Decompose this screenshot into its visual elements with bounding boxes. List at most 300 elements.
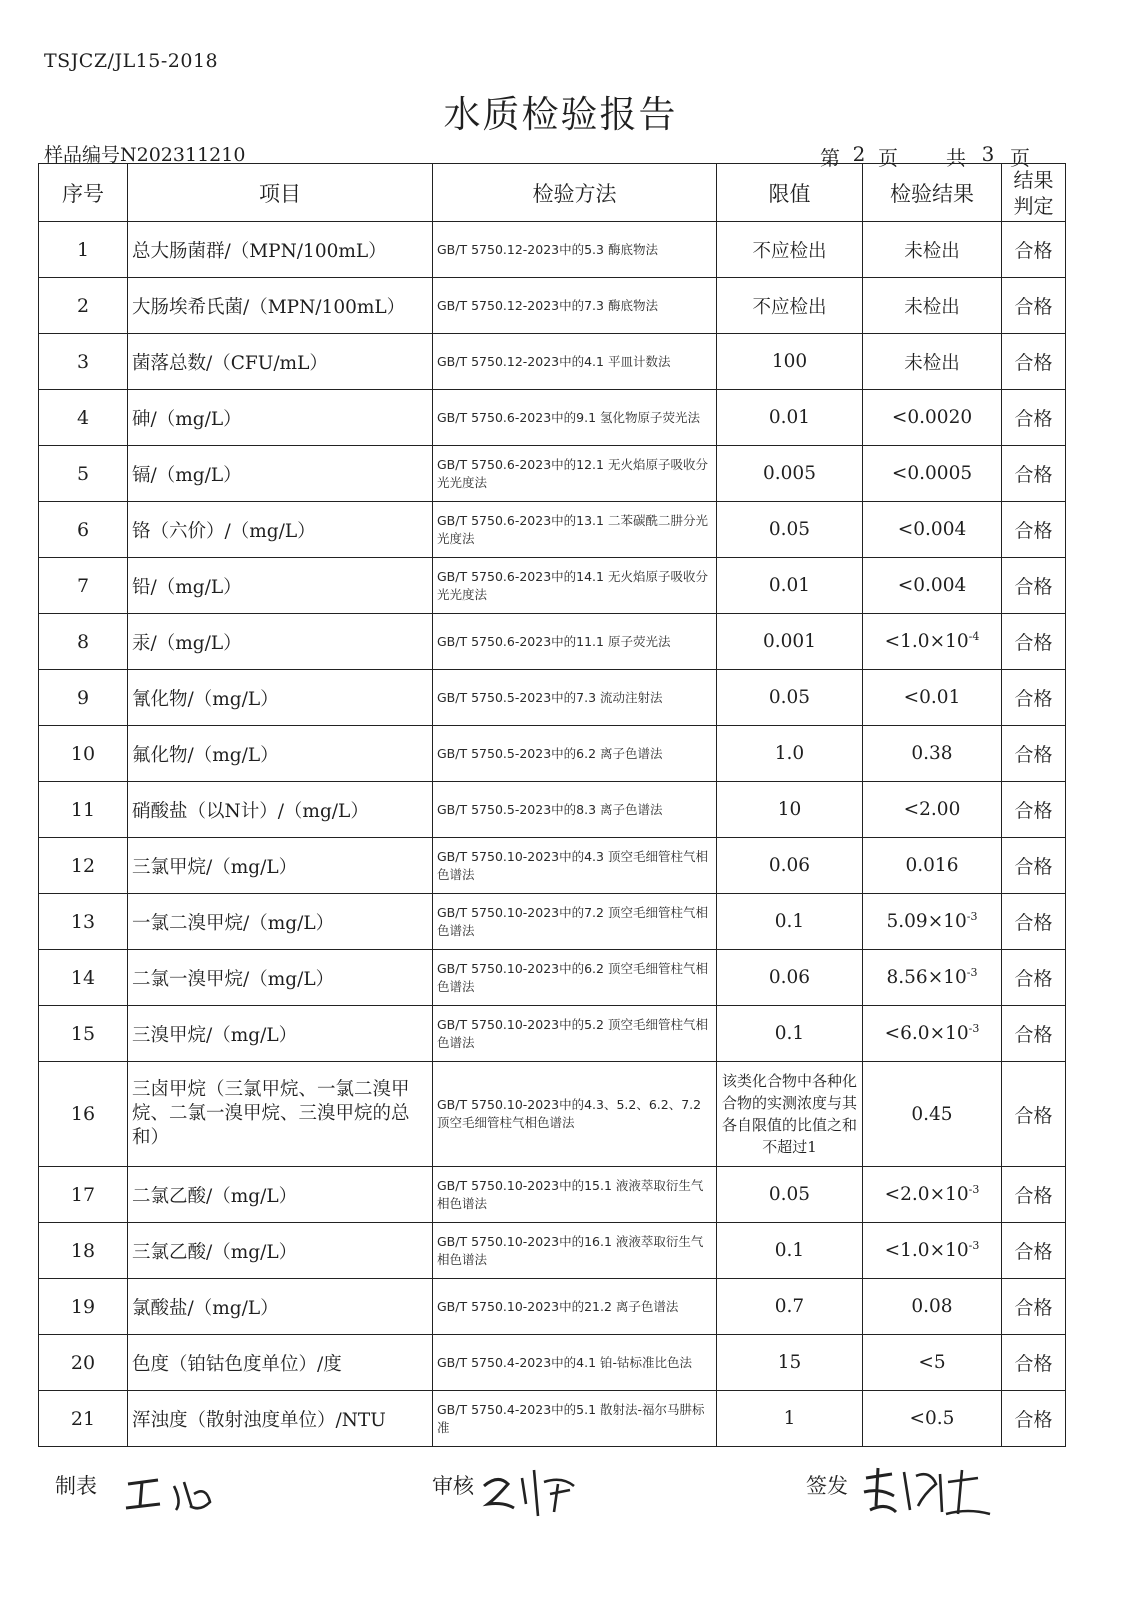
row-method <box>433 726 717 782</box>
row-method-text: GB/T 5750.5-2023中的7.3 流动注射法 <box>437 689 663 705</box>
row-result-text: <2.0×10 <box>884 1184 969 1206</box>
row-limit-text: 10 <box>777 799 802 820</box>
row-item <box>128 782 433 838</box>
row-item-text: 汞/（mg/L） <box>132 632 242 654</box>
row-limit <box>717 1167 863 1223</box>
row-item-text: 氰化物/（mg/L） <box>132 688 279 710</box>
row-limit-text: 0.01 <box>768 575 811 596</box>
row-limit-text: 0.05 <box>768 687 811 708</box>
row-item-text: 二氯乙酸/（mg/L） <box>132 1185 298 1207</box>
row-judge <box>1002 614 1066 670</box>
table-row <box>39 1062 1066 1167</box>
row-method-text: GB/T 5750.6-2023中的9.1 氢化物原子荧光法 <box>437 409 700 425</box>
row-item-text: 二氯一溴甲烷/（mg/L） <box>132 968 335 990</box>
page-current: 2 <box>852 142 866 166</box>
row-limit-text: 0.005 <box>763 463 816 484</box>
row-limit <box>717 838 863 894</box>
row-judge-text: 合格 <box>1014 352 1053 374</box>
row-result-text: 5.09×10 <box>886 911 967 933</box>
row-item <box>128 446 433 502</box>
row-item-text: 菌落总数/（CFU/mL） <box>132 352 328 374</box>
row-no <box>39 614 128 670</box>
row-limit-text: 1 <box>783 1408 796 1429</box>
row-no <box>39 334 128 390</box>
row-limit-text: 0.06 <box>768 855 811 876</box>
row-method <box>433 446 717 502</box>
row-no-text: 15 <box>70 1022 96 1045</box>
made-by-signature <box>120 1472 220 1518</box>
table-header-row <box>39 164 1066 222</box>
row-result-text: <0.01 <box>903 687 961 708</box>
row-method-text: GB/T 5750.12-2023中的4.1 平皿计数法 <box>437 353 671 369</box>
sample-number: 样品编号N202311210 <box>44 144 246 166</box>
header-judge: 结果判定 <box>1002 164 1066 222</box>
row-judge-text: 合格 <box>1014 1409 1053 1431</box>
row-judge <box>1002 334 1066 390</box>
row-result <box>863 278 1002 334</box>
row-method <box>433 1391 717 1447</box>
row-limit-text: 100 <box>771 351 808 372</box>
row-judge <box>1002 1391 1066 1447</box>
row-method-text: GB/T 5750.5-2023中的8.3 离子色谱法 <box>437 801 663 817</box>
report-title: 水质检验报告 <box>443 93 678 136</box>
row-limit <box>717 894 863 950</box>
table-row <box>39 950 1066 1006</box>
row-result-exponent: -4 <box>968 630 980 644</box>
row-judge <box>1002 390 1066 446</box>
row-no-text: 12 <box>70 854 96 877</box>
row-judge-text: 合格 <box>1014 800 1053 822</box>
row-method <box>433 1335 717 1391</box>
row-limit <box>717 1223 863 1279</box>
row-result <box>863 894 1002 950</box>
row-judge-text: 合格 <box>1014 968 1053 990</box>
row-item-text: 硝酸盐（以N计）/（mg/L） <box>132 800 369 822</box>
row-result-exponent: -3 <box>968 1239 980 1253</box>
row-no-text: 7 <box>76 574 90 597</box>
row-item-text: 三氯乙酸/（mg/L） <box>132 1241 298 1263</box>
row-item-text: 一氯二溴甲烷/（mg/L） <box>132 912 335 934</box>
row-method <box>433 222 717 278</box>
row-limit-text: 0.001 <box>763 631 816 652</box>
row-result-text: 未检出 <box>904 352 960 374</box>
row-limit <box>717 502 863 558</box>
table-row <box>39 222 1066 278</box>
row-no-text: 9 <box>76 686 90 709</box>
row-result <box>863 950 1002 1006</box>
row-judge-text: 合格 <box>1014 1241 1053 1263</box>
row-result-text: <1.0×10 <box>884 631 969 653</box>
row-judge <box>1002 950 1066 1006</box>
row-limit <box>717 670 863 726</box>
header-limit: 限值 <box>717 164 863 222</box>
row-no <box>39 1279 128 1335</box>
issued-by-label: 签发 <box>806 1474 848 1498</box>
row-item-text: 色度（铂钴色度单位）/度 <box>132 1353 342 1375</box>
row-result <box>863 1167 1002 1223</box>
row-item-text: 三卤甲烷（三氯甲烷、一氯二溴甲烷、二氯一溴甲烷、三溴甲烷的总和） <box>132 1079 410 1148</box>
row-judge-text: 合格 <box>1014 632 1053 654</box>
row-judge-text: 合格 <box>1014 1024 1053 1046</box>
row-judge-text: 合格 <box>1014 1185 1053 1207</box>
row-result <box>863 726 1002 782</box>
page-total-prefix: 共 <box>946 146 966 170</box>
row-result-text: <0.0005 <box>891 463 973 484</box>
table-row <box>39 502 1066 558</box>
row-result <box>863 446 1002 502</box>
row-judge <box>1002 1062 1066 1167</box>
row-no-text: 4 <box>76 406 90 429</box>
row-no-text: 17 <box>70 1183 96 1206</box>
row-limit <box>717 782 863 838</box>
row-result <box>863 1062 1002 1167</box>
row-limit-text: 0.05 <box>768 1184 811 1205</box>
row-method-text: GB/T 5750.10-2023中的5.2 顶空毛细管柱气相色谱法 <box>437 1016 708 1050</box>
row-no-text: 16 <box>70 1103 96 1125</box>
row-result-text: 0.016 <box>905 855 959 876</box>
row-judge <box>1002 446 1066 502</box>
row-method <box>433 782 717 838</box>
row-no <box>39 1335 128 1391</box>
row-method-text: GB/T 5750.6-2023中的14.1 无火焰原子吸收分光光度法 <box>437 568 708 602</box>
table-row <box>39 1279 1066 1335</box>
row-no <box>39 838 128 894</box>
header-no: 序号 <box>39 164 128 222</box>
row-method-text: GB/T 5750.10-2023中的6.2 顶空毛细管柱气相色谱法 <box>437 960 708 994</box>
row-limit-text: 该类化合物中各种化合物的实测浓度与其各自限值的比值之和不超过1 <box>721 1072 857 1156</box>
row-item-text: 大肠埃希氏菌/（MPN/100mL） <box>132 296 406 318</box>
row-item <box>128 1391 433 1447</box>
row-judge-text: 合格 <box>1014 296 1053 318</box>
row-method <box>433 502 717 558</box>
row-method <box>433 558 717 614</box>
row-result-text: 0.45 <box>911 1103 953 1125</box>
issued-by-signature <box>858 1462 998 1526</box>
row-result <box>863 558 1002 614</box>
row-method <box>433 838 717 894</box>
row-item-text: 氟化物/（mg/L） <box>132 744 279 766</box>
row-method <box>433 334 717 390</box>
row-limit <box>717 1391 863 1447</box>
row-item <box>128 1223 433 1279</box>
row-limit-text: 1.0 <box>774 743 805 764</box>
row-item-text: 浑浊度（散射浊度单位）/NTU <box>132 1409 386 1431</box>
row-method-text: GB/T 5750.4-2023中的5.1 散射法-福尔马肼标准 <box>437 1401 705 1435</box>
row-method-text: GB/T 5750.10-2023中的16.1 液液萃取衍生气相色谱法 <box>437 1233 704 1267</box>
row-item <box>128 334 433 390</box>
row-judge-text: 合格 <box>1014 912 1053 934</box>
row-no-text: 5 <box>76 462 90 485</box>
row-limit-text: 0.05 <box>768 519 811 540</box>
row-item <box>128 950 433 1006</box>
table-row <box>39 670 1066 726</box>
row-no-text: 10 <box>70 742 96 765</box>
row-item-text: 总大肠菌群/（MPN/100mL） <box>132 240 387 262</box>
row-method <box>433 390 717 446</box>
row-item <box>128 502 433 558</box>
reviewed-by-signature <box>478 1464 588 1524</box>
made-by-label: 制表 <box>55 1474 97 1498</box>
table-row <box>39 894 1066 950</box>
row-judge-text: 合格 <box>1014 856 1053 878</box>
row-method-text: GB/T 5750.10-2023中的4.3、5.2、6.2、7.2 顶空毛细管柱气相色谱法 <box>437 1097 702 1130</box>
row-limit <box>717 446 863 502</box>
row-no-text: 14 <box>70 966 96 989</box>
row-judge <box>1002 1279 1066 1335</box>
row-item <box>128 894 433 950</box>
row-result <box>863 838 1002 894</box>
row-item <box>128 390 433 446</box>
row-method-text: GB/T 5750.6-2023中的12.1 无火焰原子吸收分光光度法 <box>437 456 708 490</box>
table-row <box>39 1335 1066 1391</box>
row-method-text: GB/T 5750.6-2023中的13.1 二苯碳酰二肼分光光度法 <box>437 512 708 546</box>
row-no <box>39 558 128 614</box>
row-method-text: GB/T 5750.5-2023中的6.2 离子色谱法 <box>437 745 663 761</box>
row-method-text: GB/T 5750.10-2023中的7.2 顶空毛细管柱气相色谱法 <box>437 904 708 938</box>
row-result-text: 未检出 <box>904 296 960 318</box>
row-no-text: 3 <box>76 350 90 373</box>
row-limit <box>717 558 863 614</box>
row-item <box>128 222 433 278</box>
row-item-text: 氯酸盐/（mg/L） <box>132 1297 279 1319</box>
row-item <box>128 278 433 334</box>
row-result <box>863 670 1002 726</box>
row-item-text: 三溴甲烷/（mg/L） <box>132 1024 298 1046</box>
row-result-text: <6.0×10 <box>884 1023 969 1045</box>
row-no-text: 2 <box>76 294 90 317</box>
row-method <box>433 894 717 950</box>
row-limit-text: 不应检出 <box>752 296 827 318</box>
row-judge <box>1002 1335 1066 1391</box>
row-limit-text: 0.1 <box>774 911 805 932</box>
row-no <box>39 1167 128 1223</box>
table-row <box>39 1167 1066 1223</box>
page-mid: 页 <box>878 146 898 170</box>
row-no <box>39 1223 128 1279</box>
row-method <box>433 950 717 1006</box>
row-judge <box>1002 1223 1066 1279</box>
row-no-text: 8 <box>76 630 90 653</box>
row-no <box>39 950 128 1006</box>
row-result <box>863 1006 1002 1062</box>
row-no-text: 20 <box>70 1351 96 1374</box>
table-row <box>39 782 1066 838</box>
row-result-text: <0.0020 <box>891 407 973 428</box>
row-result-text: 8.56×10 <box>886 967 967 989</box>
row-result <box>863 1335 1002 1391</box>
row-judge <box>1002 894 1066 950</box>
row-result-exponent: -3 <box>968 1183 980 1197</box>
row-item <box>128 1062 433 1167</box>
row-no <box>39 1062 128 1167</box>
row-judge <box>1002 1006 1066 1062</box>
row-result-exponent: -3 <box>966 910 978 924</box>
row-limit <box>717 726 863 782</box>
row-method <box>433 1279 717 1335</box>
row-item <box>128 670 433 726</box>
row-result-text: <0.004 <box>897 575 967 596</box>
row-no-text: 1 <box>76 238 90 261</box>
row-method <box>433 1167 717 1223</box>
row-method <box>433 614 717 670</box>
row-judge <box>1002 782 1066 838</box>
row-limit <box>717 278 863 334</box>
row-no <box>39 1391 128 1447</box>
row-judge <box>1002 838 1066 894</box>
row-result-text: 未检出 <box>904 240 960 262</box>
row-limit <box>717 614 863 670</box>
row-judge-text: 合格 <box>1014 464 1053 486</box>
row-result <box>863 782 1002 838</box>
header-result: 检验结果 <box>863 164 1002 222</box>
row-limit <box>717 390 863 446</box>
row-limit-text: 0.06 <box>768 967 811 988</box>
row-result-text: <2.00 <box>903 799 961 820</box>
table-row <box>39 390 1066 446</box>
row-method-text: GB/T 5750.10-2023中的4.3 顶空毛细管柱气相色谱法 <box>437 848 708 882</box>
row-method-text: GB/T 5750.6-2023中的11.1 原子荧光法 <box>437 633 671 649</box>
row-item-text: 铅/（mg/L） <box>132 576 242 598</box>
row-item-text: 砷/（mg/L） <box>132 408 242 430</box>
row-result-text: 0.08 <box>911 1296 953 1317</box>
row-limit-text: 0.7 <box>774 1296 805 1317</box>
row-limit <box>717 1335 863 1391</box>
row-no <box>39 222 128 278</box>
table-row <box>39 838 1066 894</box>
row-result-exponent: -3 <box>966 966 978 980</box>
row-result-text: <1.0×10 <box>884 1240 969 1262</box>
row-no <box>39 278 128 334</box>
row-limit <box>717 950 863 1006</box>
reviewed-by-label: 审核 <box>432 1474 474 1498</box>
row-judge <box>1002 670 1066 726</box>
row-result <box>863 222 1002 278</box>
row-method-text: GB/T 5750.10-2023中的21.2 离子色谱法 <box>437 1298 679 1314</box>
row-result <box>863 1391 1002 1447</box>
row-no-text: 11 <box>70 798 96 821</box>
row-judge-text: 合格 <box>1014 688 1053 710</box>
row-item <box>128 1279 433 1335</box>
row-limit <box>717 222 863 278</box>
row-no-text: 13 <box>70 910 96 933</box>
row-no <box>39 670 128 726</box>
row-judge <box>1002 1167 1066 1223</box>
row-judge <box>1002 726 1066 782</box>
row-judge-text: 合格 <box>1014 1297 1053 1319</box>
row-no <box>39 502 128 558</box>
row-method <box>433 670 717 726</box>
row-result <box>863 1279 1002 1335</box>
row-no-text: 18 <box>70 1239 96 1262</box>
header-method: 检验方法 <box>433 164 717 222</box>
row-no <box>39 1006 128 1062</box>
row-method-text: GB/T 5750.10-2023中的15.1 液液萃取衍生气相色谱法 <box>437 1177 704 1211</box>
row-result <box>863 390 1002 446</box>
row-limit <box>717 1006 863 1062</box>
row-item <box>128 1006 433 1062</box>
row-judge-text: 合格 <box>1014 240 1053 262</box>
row-judge <box>1002 558 1066 614</box>
row-no <box>39 894 128 950</box>
row-limit <box>717 334 863 390</box>
table-row <box>39 614 1066 670</box>
row-no <box>39 782 128 838</box>
row-judge-text: 合格 <box>1014 1353 1053 1375</box>
table-row <box>39 726 1066 782</box>
row-no-text: 21 <box>70 1407 96 1430</box>
table-row <box>39 558 1066 614</box>
row-method-text: GB/T 5750.12-2023中的7.3 酶底物法 <box>437 297 658 313</box>
row-result-text: <0.004 <box>897 519 967 540</box>
row-item <box>128 726 433 782</box>
row-result-text: 0.38 <box>911 743 953 764</box>
row-method <box>433 1223 717 1279</box>
row-method <box>433 278 717 334</box>
row-item <box>128 838 433 894</box>
results-table <box>38 163 1066 1447</box>
row-limit-text: 0.1 <box>774 1023 805 1044</box>
row-result <box>863 334 1002 390</box>
document-code: TSJCZ/JL15-2018 <box>44 50 219 72</box>
row-method <box>433 1062 717 1167</box>
row-no <box>39 446 128 502</box>
row-judge-text: 合格 <box>1014 744 1053 766</box>
row-no <box>39 726 128 782</box>
row-item-text: 铬（六价）/（mg/L） <box>132 520 316 542</box>
row-limit <box>717 1279 863 1335</box>
row-judge-text: 合格 <box>1014 408 1053 430</box>
row-result <box>863 614 1002 670</box>
row-result-text: <0.5 <box>909 1408 955 1429</box>
row-limit-text: 0.01 <box>768 407 811 428</box>
row-item <box>128 1335 433 1391</box>
row-item-text: 镉/（mg/L） <box>132 464 242 486</box>
row-result-exponent: -3 <box>968 1022 980 1036</box>
table-row <box>39 446 1066 502</box>
table-row <box>39 1391 1066 1447</box>
row-judge-text: 合格 <box>1014 1104 1053 1127</box>
row-result <box>863 1223 1002 1279</box>
row-method <box>433 1006 717 1062</box>
row-limit-text: 不应检出 <box>752 240 827 262</box>
row-method-text: GB/T 5750.4-2023中的4.1 铂-钴标准比色法 <box>437 1354 693 1370</box>
table-row <box>39 1223 1066 1279</box>
row-method-text: GB/T 5750.12-2023中的5.3 酶底物法 <box>437 241 658 257</box>
table-row <box>39 1006 1066 1062</box>
row-item <box>128 1167 433 1223</box>
row-judge-text: 合格 <box>1014 576 1053 598</box>
row-limit-text: 15 <box>777 1352 802 1373</box>
row-no <box>39 390 128 446</box>
table-row <box>39 334 1066 390</box>
page-total: 3 <box>981 142 995 166</box>
row-item-text: 三氯甲烷/（mg/L） <box>132 856 298 878</box>
row-no-text: 19 <box>70 1295 96 1318</box>
row-item <box>128 558 433 614</box>
header-item: 项目 <box>128 164 433 222</box>
row-no-text: 6 <box>76 518 90 541</box>
row-judge <box>1002 278 1066 334</box>
row-result <box>863 502 1002 558</box>
row-limit <box>717 1062 863 1167</box>
row-limit-text: 0.1 <box>774 1240 805 1261</box>
page-prefix: 第 <box>820 146 840 170</box>
page-suffix: 页 <box>1010 146 1030 170</box>
row-judge <box>1002 502 1066 558</box>
row-judge <box>1002 222 1066 278</box>
table-row <box>39 278 1066 334</box>
row-item <box>128 614 433 670</box>
